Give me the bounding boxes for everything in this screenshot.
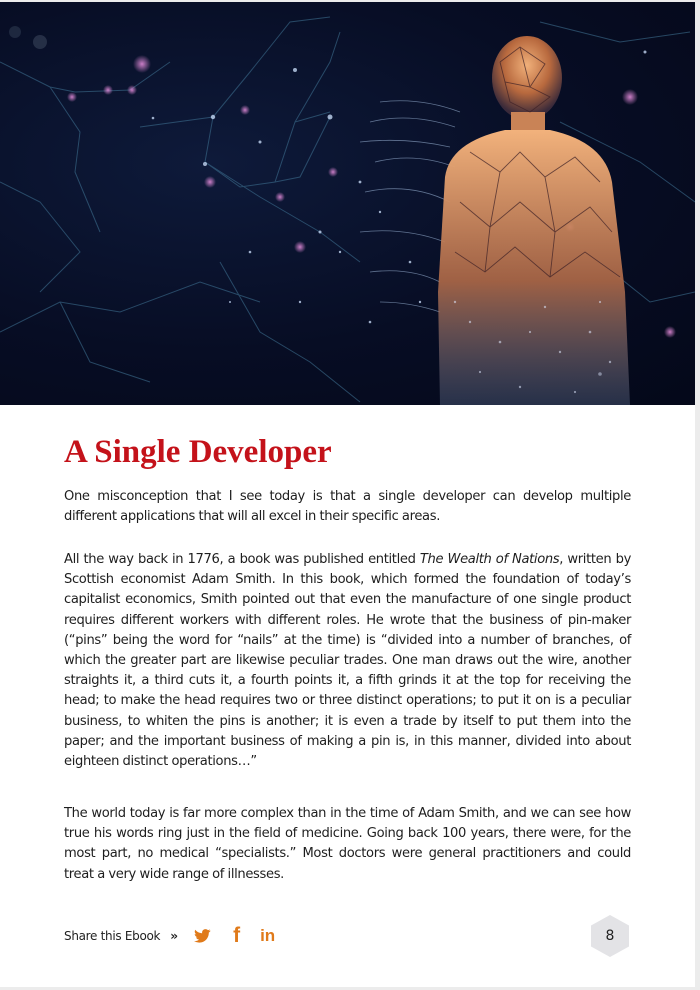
- twitter-bird-icon: [194, 929, 211, 943]
- facebook-icon: f: [233, 924, 241, 947]
- share-label: Share this Ebook: [64, 929, 161, 943]
- paragraph-wealth-of-nations: [64, 550, 631, 772]
- paragraph-text: All the way back in 1776, a book was published entitled: [64, 552, 420, 567]
- paragraph-text: , written by Scottish economist Adam Smith. In this book, which formed the foundation of today’s capitalist economics, Smith pointed out that even the manufacture of one single product requires different workers with different roles. He wrote that the business of pin-maker (“pins” being the word for “nails” at the time) is “divided into a number of branches, of which the greater part are likewise peculiar trades. One man draws out the wire, another straights it, a third cuts it, a fourth points it, a fifth grinds it at the top for receiving the head; to make the head requires two or three distinct operations; to put it on is a peculiar business, to whiten the pins is another; it is even a trade by itself to put them into the paper; and the important business of making a pin is, in this manner, divided into about eighteen distinct operations…”: [64, 552, 631, 770]
- twitter-share-button[interactable]: [194, 929, 211, 943]
- chevron-right-icon: ››: [170, 929, 177, 943]
- share-bar: [64, 924, 275, 948]
- page-number: 8: [605, 928, 615, 944]
- paragraph-intro: One misconception that I see today is that a single developer can develop multiple different applications that will all excel in their specific areas.: [64, 489, 631, 525]
- linkedin-icon: in: [260, 926, 276, 945]
- linkedin-share-button[interactable]: [260, 926, 275, 946]
- facebook-share-button[interactable]: [233, 924, 240, 948]
- book-title: The Wealth of Nations: [419, 552, 560, 567]
- ebook-page: [0, 2, 695, 987]
- figure-silhouette: [438, 36, 630, 405]
- digital-human-illustration: [0, 2, 695, 405]
- page-number-badge: [589, 914, 631, 958]
- hero-image: [0, 2, 695, 405]
- page-title: A Single Developer: [64, 434, 332, 470]
- paragraph-medicine: The world today is far more complex than in the time of Adam Smith, and we can see how true his words ring just in the field of medicine. Going back 100 years, there were, for the most part, no medical “specialists.” Most doctors were general practitioners and could treat a very wide range of illnesses.: [64, 806, 631, 882]
